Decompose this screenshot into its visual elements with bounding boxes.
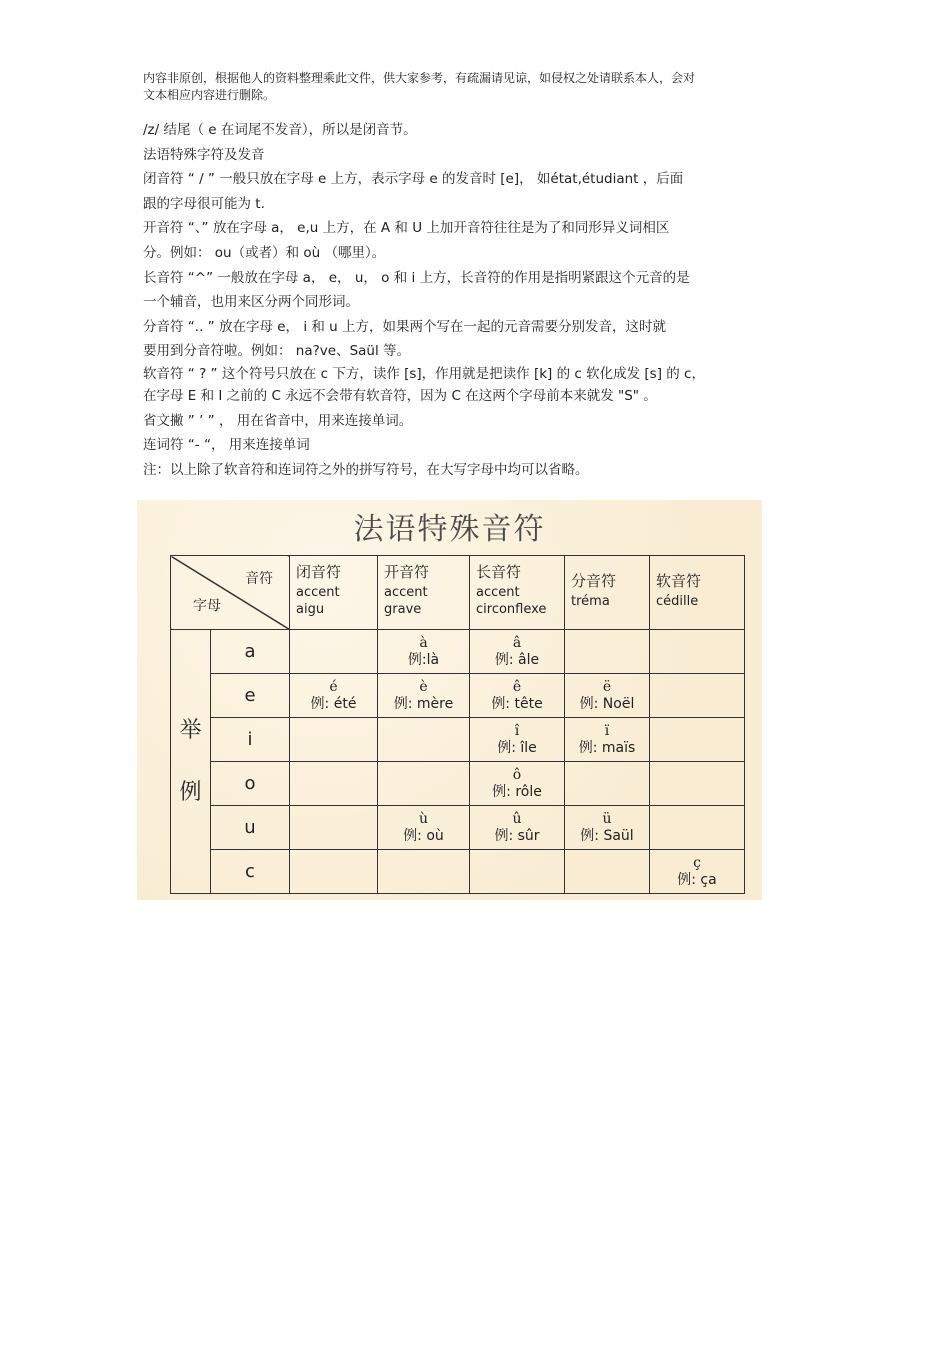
accented-char: é bbox=[329, 678, 338, 695]
row-letter: c bbox=[211, 850, 290, 894]
header-cell bbox=[290, 556, 378, 630]
text-line: 一个辅音，也用来区分两个同形词。 bbox=[143, 294, 359, 311]
example-cell bbox=[378, 674, 470, 718]
example-cell bbox=[650, 850, 745, 894]
example-cell bbox=[378, 630, 470, 674]
example-word: 例: mère bbox=[393, 695, 454, 712]
empty-cell bbox=[470, 850, 565, 894]
accented-char: î bbox=[514, 722, 520, 739]
empty-cell bbox=[378, 850, 470, 894]
row-letter: i bbox=[211, 718, 290, 762]
side-label-char: 举 bbox=[179, 717, 202, 743]
header-cell bbox=[470, 556, 565, 630]
accented-char: à bbox=[419, 634, 428, 651]
header-zh: 闭音符 bbox=[296, 563, 342, 581]
example-word: 例: rôle bbox=[492, 783, 542, 800]
example-word: 例: île bbox=[497, 739, 537, 756]
side-label-char: 例 bbox=[179, 779, 202, 805]
table-row bbox=[171, 850, 745, 894]
example-word: 例: où bbox=[403, 827, 444, 844]
example-cell bbox=[565, 718, 650, 762]
table-row bbox=[171, 806, 745, 850]
side-label bbox=[171, 630, 211, 894]
header-fr: cédille bbox=[656, 594, 699, 609]
example-word: 例: maïs bbox=[578, 739, 636, 756]
empty-cell bbox=[565, 850, 650, 894]
text-line: /z/ 结尾（ e 在词尾不发音），所以是闭音节。 bbox=[143, 122, 417, 138]
accented-char: ê bbox=[512, 678, 522, 695]
chart-title: 法语特殊音符 bbox=[353, 512, 546, 547]
example-word: 例:là bbox=[407, 651, 440, 668]
text-line: 连词符 “- “， 用来连接单词 bbox=[143, 437, 310, 454]
example-cell bbox=[565, 806, 650, 850]
header-zh: 分音符 bbox=[571, 572, 617, 590]
empty-cell bbox=[650, 762, 745, 806]
empty-cell bbox=[565, 762, 650, 806]
example-cell bbox=[470, 718, 565, 762]
disclaimer-line-2: 文本相应内容进行删除。 bbox=[143, 88, 276, 102]
example-cell bbox=[470, 806, 565, 850]
empty-cell bbox=[650, 718, 745, 762]
text-line: 在字母 E 和 I 之前的 C 永远不会带有软音符，因为 C 在这两个字母前本来就发 "S" 。 bbox=[143, 387, 657, 404]
accented-char: â bbox=[512, 634, 522, 651]
accent-chart-image bbox=[137, 500, 762, 900]
accented-char: ü bbox=[602, 810, 612, 827]
text-line: 跟的字母很可能为 t. bbox=[143, 195, 265, 212]
header-fr: aigu bbox=[296, 602, 325, 617]
empty-cell bbox=[565, 630, 650, 674]
row-letter: u bbox=[211, 806, 290, 850]
empty-cell bbox=[290, 718, 378, 762]
table-row bbox=[171, 718, 745, 762]
header-zh: 开音符 bbox=[384, 563, 430, 581]
example-cell bbox=[470, 762, 565, 806]
accented-char: ô bbox=[512, 766, 522, 783]
header-fr: accent bbox=[384, 585, 428, 600]
empty-cell bbox=[378, 762, 470, 806]
corner-top-label: 音符 bbox=[245, 571, 273, 587]
header-fr: circonflexe bbox=[476, 602, 547, 617]
text-line: 要用到分音符啦。例如： na?ve、Saül 等。 bbox=[143, 343, 411, 360]
example-cell bbox=[470, 674, 565, 718]
accented-char: ù bbox=[418, 810, 429, 827]
example-word: 例: été bbox=[310, 695, 357, 712]
header-fr: tréma bbox=[571, 594, 610, 609]
header-fr: accent bbox=[476, 585, 520, 600]
text-line: 分。例如： ou（或者）和 où （哪里）。 bbox=[143, 244, 386, 261]
empty-cell bbox=[650, 674, 745, 718]
example-word: 例: tête bbox=[491, 695, 543, 712]
example-word: 例: ça bbox=[677, 871, 717, 888]
empty-cell bbox=[650, 806, 745, 850]
row-letter: o bbox=[211, 762, 290, 806]
text-line: 闭音符 “ / ” 一般只放在字母 e 上方，表示字母 e 的发音时 [e]， 如état,étudiant ，后面 bbox=[143, 171, 684, 188]
accented-char: ï bbox=[604, 722, 610, 739]
header-fr: accent bbox=[296, 585, 340, 600]
empty-cell bbox=[378, 718, 470, 762]
corner-cell bbox=[171, 556, 290, 630]
table-row bbox=[171, 674, 745, 718]
table-row bbox=[171, 630, 745, 674]
text-line: 省文撇 ” ’ ” ， 用在省音中，用来连接单词。 bbox=[143, 412, 413, 429]
empty-cell bbox=[290, 850, 378, 894]
example-word: 例: Noël bbox=[579, 695, 635, 712]
example-word: 例: âle bbox=[494, 651, 540, 668]
row-letter: e bbox=[211, 674, 290, 718]
accented-char: ë bbox=[602, 678, 612, 695]
row-letter: a bbox=[211, 630, 290, 674]
disclaimer-header bbox=[143, 70, 783, 104]
corner-bottom-label: 字母 bbox=[193, 598, 221, 614]
note-line: 注：以上除了软音符和连词符之外的拼写符号，在大写字母中均可以省略。 bbox=[143, 461, 589, 478]
header-cell bbox=[378, 556, 470, 630]
empty-cell bbox=[290, 806, 378, 850]
text-line: 软音符 “ ? ” 这个符号只放在 c 下方，读作 [s]，作用就是把读作 [k] 的 c 软化成发 [s] 的 c， bbox=[143, 365, 705, 382]
empty-cell bbox=[650, 630, 745, 674]
example-cell bbox=[290, 674, 378, 718]
accent-table bbox=[170, 555, 745, 894]
header-cell bbox=[565, 556, 650, 630]
example-cell bbox=[378, 806, 470, 850]
example-cell bbox=[470, 630, 565, 674]
example-word: 例: sûr bbox=[494, 827, 540, 844]
text-line: 长音符 “^” 一般放在字母 a， e， u， o 和 i 上方，长音符的作用是指明紧跟这个元音的是 bbox=[143, 269, 690, 286]
disclaimer-line-1: 内容非原创，根据他人的资料整理乘此文件，供大家参考，有疏漏请见谅，如侵权之处请联系本人，会对 bbox=[143, 71, 696, 85]
empty-cell bbox=[290, 762, 378, 806]
example-word: 例: Saül bbox=[580, 827, 634, 844]
example-cell bbox=[565, 674, 650, 718]
empty-cell bbox=[290, 630, 378, 674]
header-fr: grave bbox=[384, 602, 422, 617]
header-zh: 长音符 bbox=[476, 563, 522, 581]
accented-char: û bbox=[512, 810, 522, 827]
accented-char: ç bbox=[693, 854, 701, 871]
accented-char: è bbox=[419, 678, 428, 695]
body-text bbox=[143, 118, 813, 482]
text-line: 开音符 “、” 放在字母 a， e,u 上方，在 A 和 U 上加开音符往往是为了和同形异义词相区 bbox=[143, 220, 670, 237]
text-line: 分音符 “.. ” 放在字母 e， i 和 u 上方，如果两个写在一起的元音需要分别发音，这时就 bbox=[143, 318, 667, 335]
table-row bbox=[171, 762, 745, 806]
header-cell bbox=[650, 556, 745, 630]
header-zh: 软音符 bbox=[656, 572, 702, 590]
table-header-row bbox=[171, 556, 745, 630]
section-heading: 法语特殊字符及发音 bbox=[143, 146, 265, 163]
